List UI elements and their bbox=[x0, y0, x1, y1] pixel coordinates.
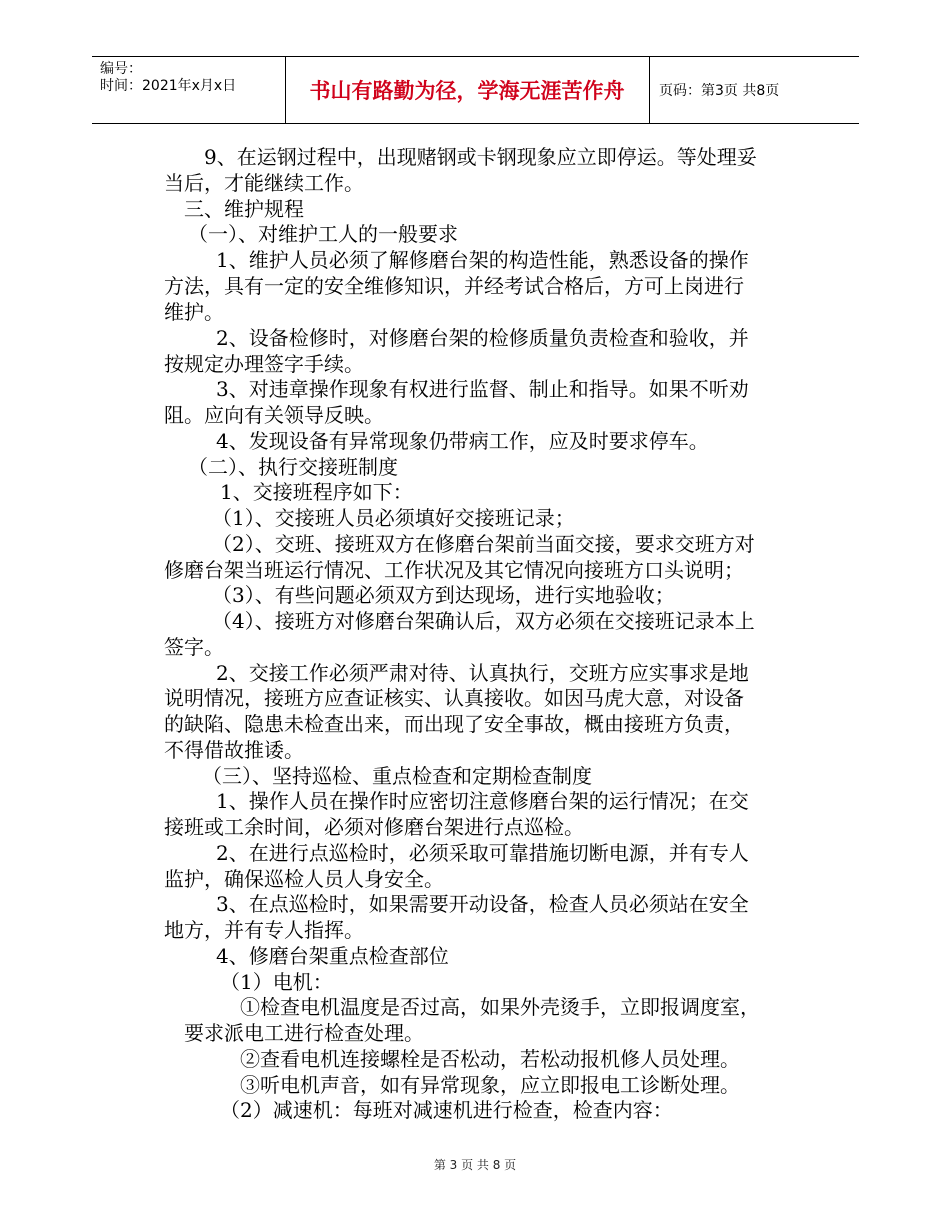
paragraph-line: 9、在运钢过程中，出现赌钢或卡钢现象应立即停运。等处理妥 bbox=[204, 145, 757, 169]
paragraph-line: 接班或工余时间，必须对修磨台架进行点巡检。 bbox=[164, 815, 584, 839]
paragraph-line: 按规定办理签字手续。 bbox=[164, 352, 364, 376]
paragraph-line: 阻。应向有关领导反映。 bbox=[164, 403, 384, 427]
subsection-heading: （三）、坚持巡检、重点检查和定期检查制度 bbox=[202, 764, 592, 788]
header-divider bbox=[649, 57, 650, 123]
paragraph-line: 1、维护人员必须了解修磨台架的构造性能，熟悉设备的操作 bbox=[216, 248, 749, 272]
paragraph-line: 不得借故推诿。 bbox=[164, 738, 304, 762]
paragraph-line: 地方，并有专人指挥。 bbox=[164, 918, 364, 942]
paragraph-line: （2）减速机：每班对减速机进行检查，检查内容： bbox=[220, 1098, 673, 1122]
paragraph-line: ②查看电机连接螺栓是否松动，若松动报机修人员处理。 bbox=[240, 1047, 740, 1071]
paragraph-line: （1）、交接班人员必须填好交接班记录； bbox=[212, 506, 575, 530]
paragraph-line: （1）电机： bbox=[220, 970, 333, 994]
paragraph-line: 3、在点巡检时，如果需要开动设备，检查人员必须站在安全 bbox=[216, 892, 749, 916]
paragraph-line: 的缺陷、隐患未检查出来，而出现了安全事故，概由接班方负责， bbox=[164, 712, 744, 736]
paragraph-line: 监护，确保巡检人员人身安全。 bbox=[164, 867, 444, 891]
paragraph-line: 当后，才能继续工作。 bbox=[164, 171, 364, 195]
section-heading: 三、维护规程 bbox=[184, 197, 304, 221]
subsection-heading: （二）、执行交接班制度 bbox=[188, 455, 398, 479]
paragraph-line: （2）、交班、接班双方在修磨台架前当面交接，要求交班方对 bbox=[212, 532, 755, 556]
paragraph-line: 方法，具有一定的安全维修知识，并经考试合格后，方可上岗进行 bbox=[164, 274, 744, 298]
paragraph-line: 修磨台架当班运行情况、工作状况及其它情况向接班方口头说明； bbox=[164, 558, 744, 582]
paragraph-line: 签字。 bbox=[164, 635, 224, 659]
paragraph-line: 维护。 bbox=[164, 300, 224, 324]
paragraph-line: （3）、有些问题必须双方到达现场，进行实地验收； bbox=[212, 583, 675, 607]
code-label: 编号： bbox=[100, 61, 142, 77]
header-motto: 书山有路勤为径，学海无涯苦作舟 bbox=[309, 79, 625, 103]
paragraph-line: ①检查电机温度是否过高，如果外壳烫手，立即报调度室， bbox=[240, 995, 760, 1019]
paragraph-line: 3、对违章操作现象有权进行监督、制止和指导。如果不听劝 bbox=[216, 377, 749, 401]
paragraph-line: （4）、接班方对修磨台架确认后，双方必须在交接班记录本上 bbox=[212, 609, 755, 633]
paragraph-line: 说明情况，接班方应查证核实、认真接收。如因马虎大意，对设备 bbox=[164, 686, 744, 710]
page-footer: 第 3 页 共 8 页 bbox=[433, 1158, 517, 1172]
paragraph-line: 2、交接工作必须严肃对待、认真执行，交班方应实事求是地 bbox=[216, 661, 749, 685]
paragraph-line: 1、交接班程序如下： bbox=[220, 480, 413, 504]
paragraph-line: 2、设备检修时，对修磨台架的检修质量负责检查和验收，并 bbox=[216, 326, 749, 350]
page-header bbox=[92, 56, 859, 124]
paragraph-line: 2、在进行点巡检时，必须采取可靠措施切断电源，并有专人 bbox=[216, 841, 749, 865]
time-label: 时间：2021年x月x日 bbox=[100, 78, 237, 94]
subsection-heading: （一）、对维护工人的一般要求 bbox=[188, 222, 458, 246]
paragraph-line: 4、发现设备有异常现象仍带病工作，应及时要求停车。 bbox=[216, 429, 709, 453]
paragraph-line: 4、修磨台架重点检查部位 bbox=[216, 944, 449, 968]
paragraph-line: 1、操作人员在操作时应密切注意修磨台架的运行情况；在交 bbox=[216, 789, 749, 813]
header-page-info: 页码：第3页 共8页 bbox=[659, 83, 780, 99]
header-meta bbox=[100, 61, 236, 95]
paragraph-line: ③听电机声音，如有异常现象，应立即报电工诊断处理。 bbox=[240, 1073, 740, 1097]
paragraph-line: 要求派电工进行检查处理。 bbox=[184, 1021, 424, 1045]
